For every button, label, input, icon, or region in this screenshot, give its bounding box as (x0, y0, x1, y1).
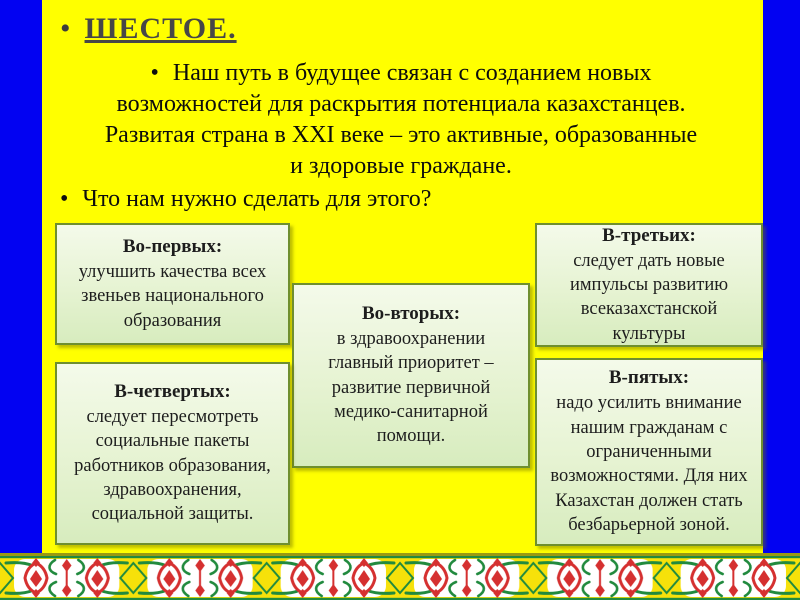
box-title: Во-первых: (122, 236, 223, 258)
box-body: следует пересмотреть социальные пакеты работников образования, здравоохранения, социальной защиты. (74, 406, 271, 525)
kazakh-ornament-border (0, 553, 800, 600)
intro-line: Развитая страна в XXI веке – это активные, образованные (104, 122, 698, 148)
bullet-icon: • (60, 12, 71, 45)
left-blue-bar (0, 0, 42, 556)
intro-paragraph (45, 58, 757, 182)
box-v-chetvertyh (55, 362, 290, 545)
box-body: следует дать новые импульсы развитию всеказахстанской культуры (569, 250, 729, 344)
box-v-pyatyh (535, 358, 763, 546)
question-text: Что нам нужно сделать для этого? (82, 186, 432, 212)
intro-line: и здоровые граждане. (290, 153, 512, 179)
box-title: В-четвертых: (114, 381, 231, 403)
intro-line-text: Наш путь в будущее связан с созданием новых (172, 60, 652, 86)
bullet-icon: • (150, 60, 159, 86)
box-title: В-третьих: (602, 224, 696, 246)
box-body: улучшить качества всех звеньев национального образования (78, 261, 267, 331)
box-body: в здравоохранении главный приоритет – развитие первичной медико-санитарной помощи. (328, 328, 494, 447)
kazakh-ornament-icon (0, 556, 800, 600)
slide-title-row (60, 12, 237, 46)
page-title: ШЕСТОЕ. (84, 12, 237, 45)
intro-line (45, 58, 757, 89)
bullet-icon: • (60, 186, 69, 212)
box-title: Во-вторых: (361, 303, 461, 325)
box-vo-pervyh (55, 223, 290, 345)
right-blue-bar (763, 0, 800, 556)
box-body: надо усилить внимание нашим гражданам с ограниченными возможностями. Для них Казахстан должен стать безбарьерной зоной. (550, 393, 748, 536)
box-v-tretih (535, 223, 763, 347)
box-title: В-пятых: (608, 367, 690, 389)
question-line (60, 186, 431, 213)
intro-line: возможностей для раскрытия потенциала казахстанцев. (116, 91, 686, 117)
box-vo-vtoryh (292, 283, 530, 468)
